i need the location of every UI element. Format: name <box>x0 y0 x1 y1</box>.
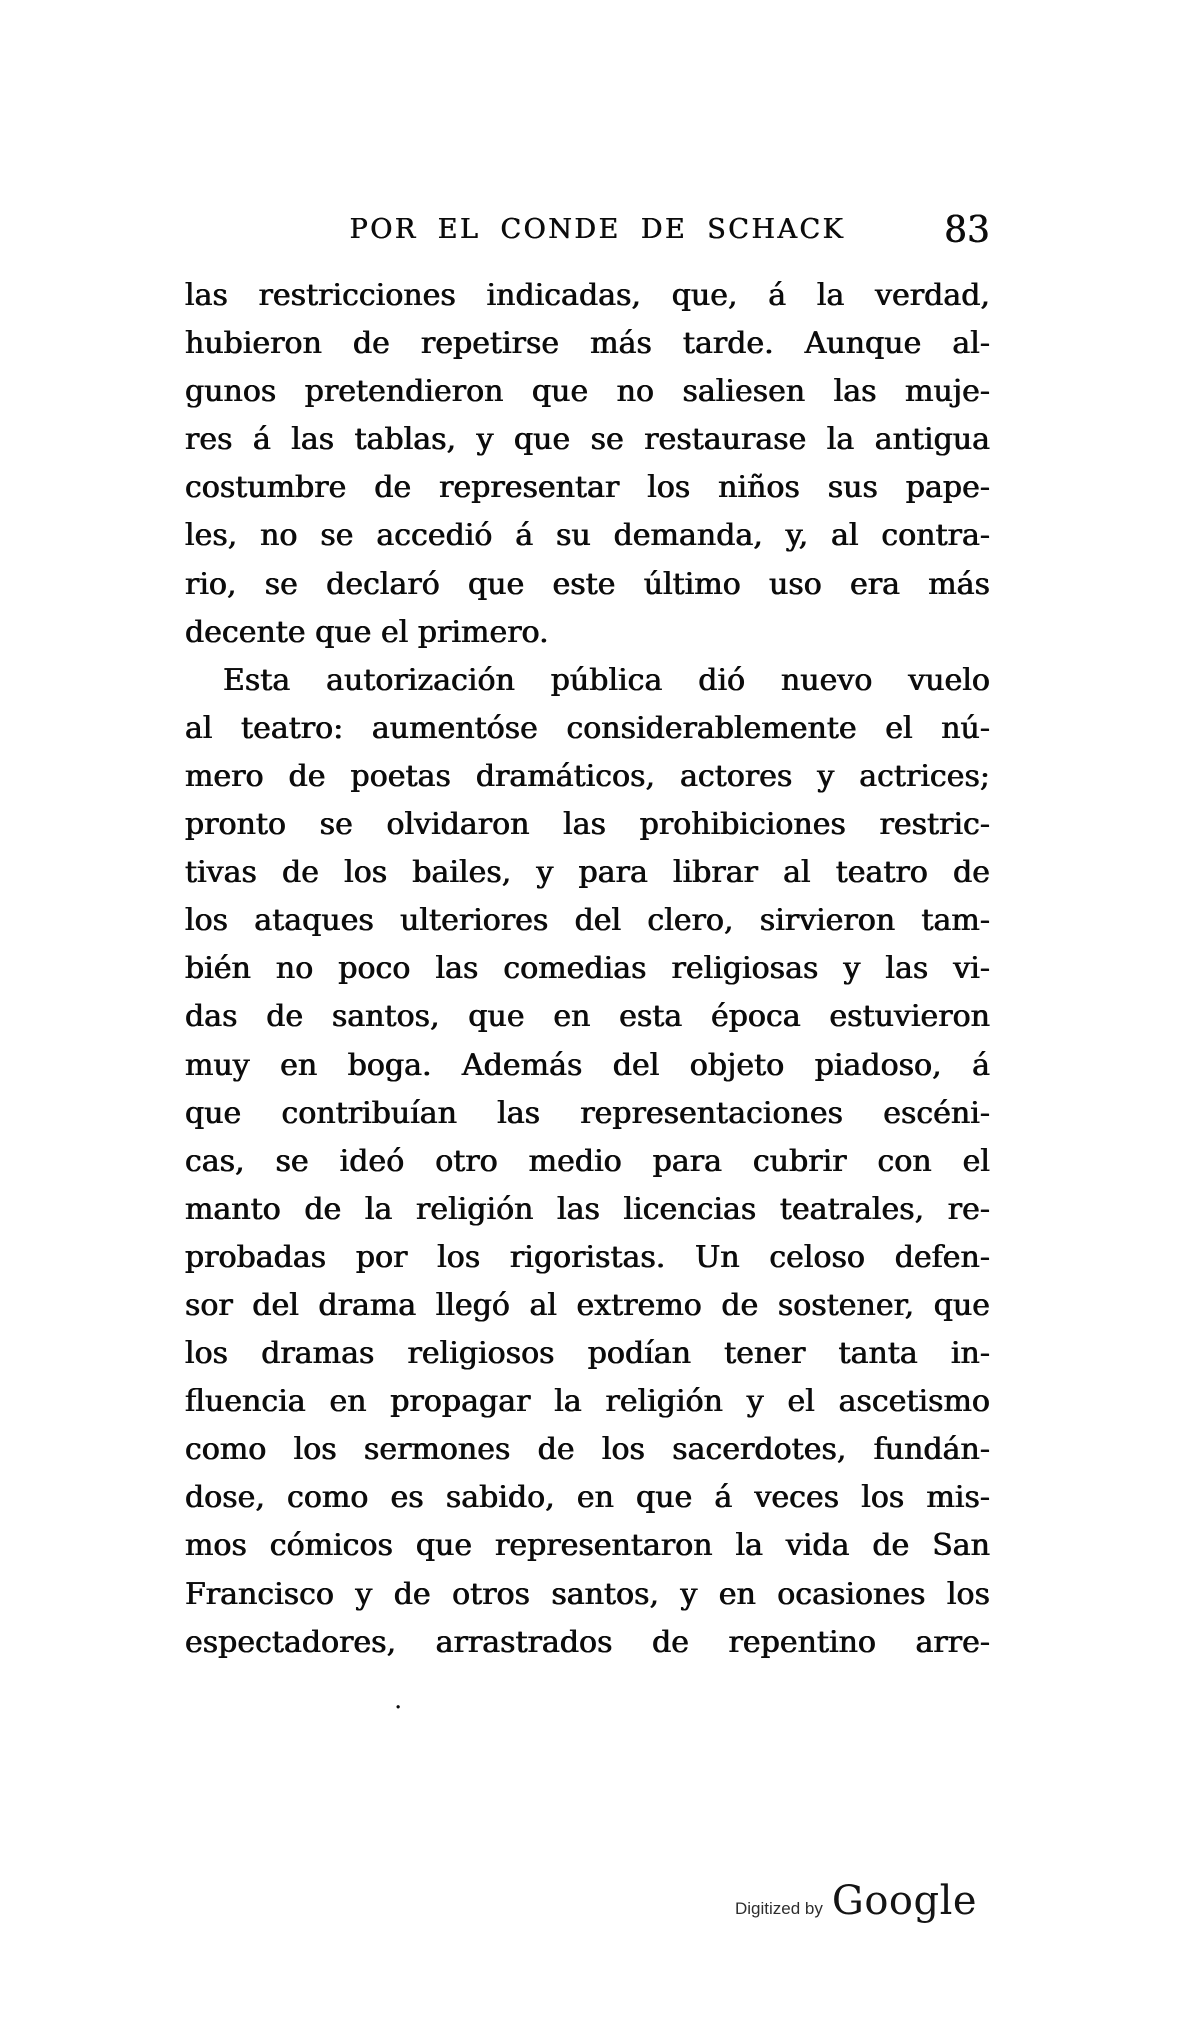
running-head <box>185 212 990 256</box>
text-line: mos cómicos que representaron la vida de San <box>185 1528 990 1564</box>
text-line: rio, se declaró que este último uso era más <box>185 566 990 602</box>
stray-ink-dot: . <box>394 1685 403 1715</box>
text-line: das de santos, que en esta época estuvieron <box>185 999 990 1035</box>
text-line: fluencia en propagar la religión y el ascetismo <box>185 1384 990 1420</box>
text-line: cas, se ideó otro medio para cubrir con el <box>185 1143 990 1179</box>
text-line: espectadores, arrastrados de repentino arre- <box>185 1624 990 1660</box>
text-line: los ataques ulteriores del clero, sirvieron tam- <box>185 903 990 939</box>
text-line: mero de poetas dramáticos, actores y actrices; <box>185 758 990 794</box>
text-line: los dramas religiosos podían tener tanta in- <box>185 1336 990 1372</box>
text-line: pronto se olvidaron las prohibiciones restric- <box>185 807 990 843</box>
text-line: hubieron de repetirse más tarde. Aunque al- <box>185 326 990 362</box>
text-line: las restricciones indicadas, que, á la verdad, <box>185 278 990 313</box>
watermark-prefix: Digitized by <box>735 1899 823 1918</box>
text-line: dose, como es sabido, en que á veces los mis- <box>185 1480 990 1516</box>
text-line: probadas por los rigoristas. Un celoso defen- <box>185 1239 990 1275</box>
text-line: decente que el primero. <box>185 614 549 650</box>
text-line: al teatro: aumentóse considerablemente el nú- <box>185 710 990 746</box>
text-line: sor del drama llegó al extremo de sostener, que <box>185 1287 990 1323</box>
text-line: res á las tablas, y que se restaurase la antigua <box>185 422 990 458</box>
text-line: Francisco y de otros santos, y en ocasiones los <box>185 1576 990 1612</box>
body-text <box>185 272 990 1667</box>
google-logo: Google <box>831 1878 978 1924</box>
text-line: que contribuían las representaciones escéni- <box>185 1095 990 1131</box>
text-line: costumbre de representar los niños sus pape- <box>185 470 990 506</box>
page-number: 83 <box>944 210 990 251</box>
text-line: tivas de los bailes, y para librar al teatro de <box>185 855 990 891</box>
digitized-by-watermark <box>735 1878 977 1924</box>
text-line: gunos pretendieron que no saliesen las muje- <box>185 374 990 410</box>
running-head-title: POR EL CONDE DE SCHACK <box>349 214 846 245</box>
text-line: manto de la religión las licencias teatrales, re- <box>185 1191 990 1227</box>
text-line: como los sermones de los sacerdotes, fundán- <box>185 1432 990 1468</box>
text-line: les, no se accedió á su demanda, y, al contra- <box>185 518 990 554</box>
text-line: Esta autorización pública dió nuevo vuelo <box>223 662 990 698</box>
text-line: muy en boga. Además del objeto piadoso, á <box>185 1047 990 1083</box>
text-line: bién no poco las comedias religiosas y las vi- <box>185 951 990 987</box>
